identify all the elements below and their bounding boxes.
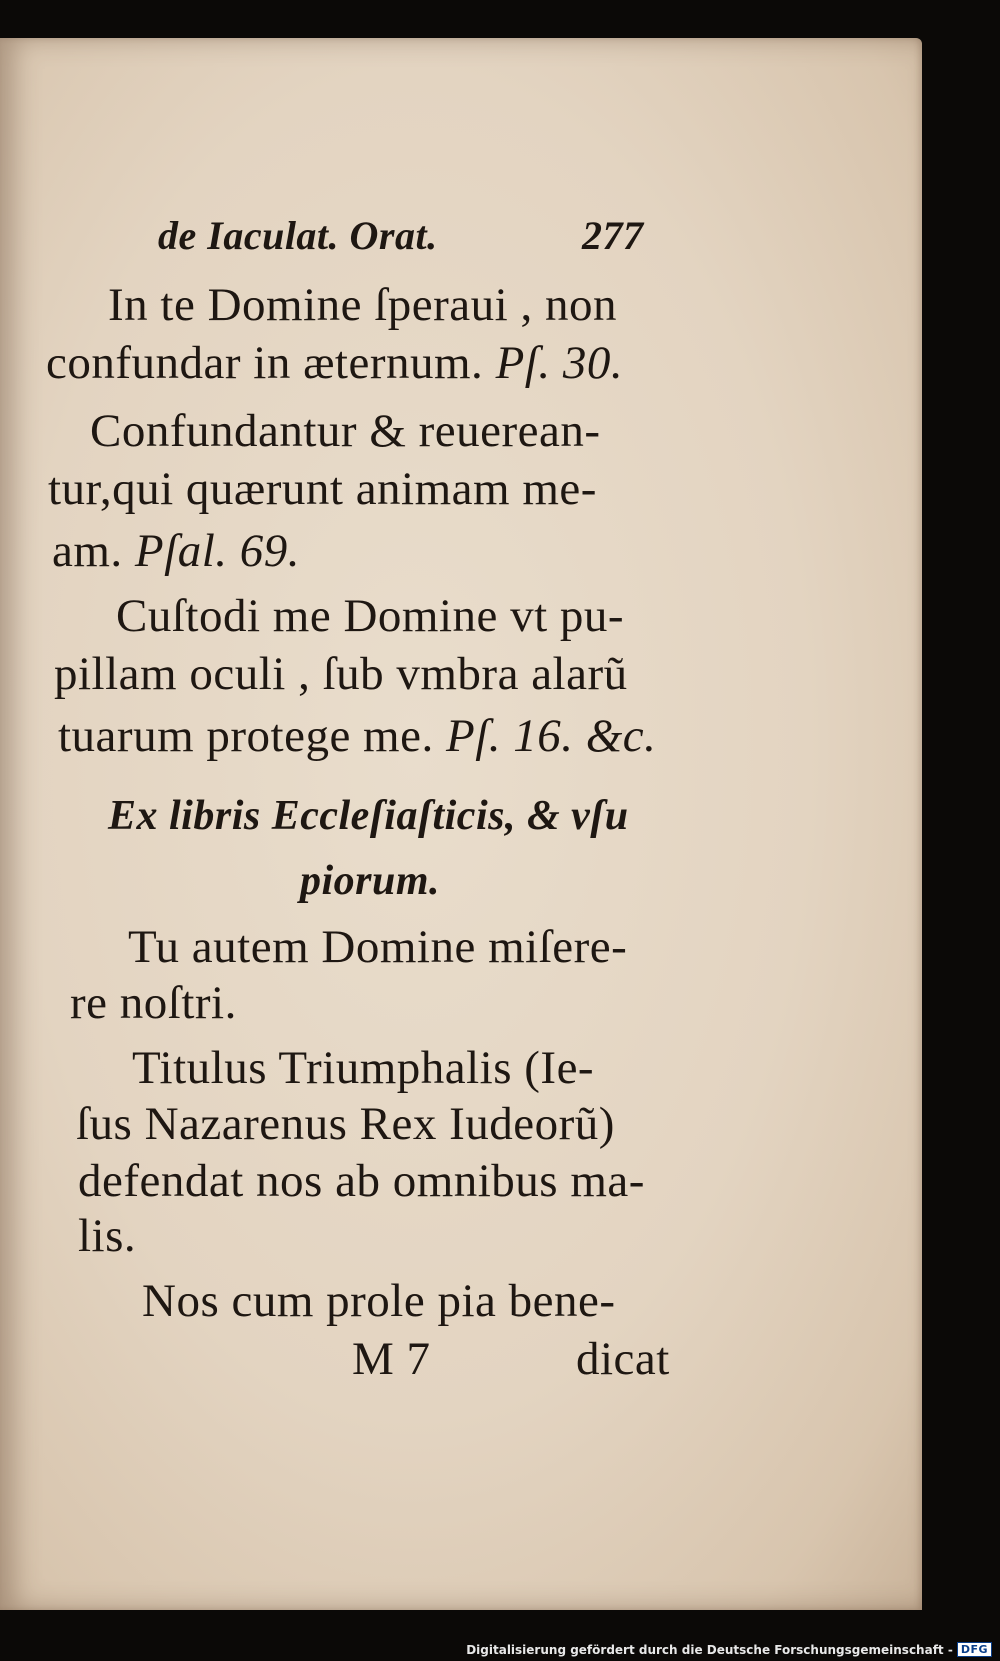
section-heading: Ex libris Eccleſiaſticis, & vſu: [108, 793, 629, 839]
text-segment: confundar in æternum.: [46, 337, 484, 389]
page-number: 277: [582, 213, 644, 258]
running-title: de Iaculat. Orat.: [158, 213, 438, 258]
book-page: [0, 38, 922, 1610]
scripture-reference: Pſ. 16. &c.: [445, 710, 657, 762]
section-heading-cont: piorum.: [300, 858, 441, 904]
text-line: re noſtri.: [70, 977, 237, 1029]
scripture-reference: Pſal. 69.: [134, 525, 300, 577]
footer-credit: Digitalisierung gefördert durch die Deutsche Forschungsgemeinschaft -: [466, 1642, 953, 1657]
text-segment: tuarum protege me.: [58, 710, 434, 762]
text-line: [58, 710, 657, 762]
text-line: Titulus Triumphalis (Ie-: [132, 1042, 595, 1094]
text-line: pillam oculi , ſub vmbra alarũ: [54, 648, 628, 700]
text-line: ſus Nazarenus Rex Iudeorũ): [76, 1098, 615, 1150]
signature-mark: M 7: [352, 1333, 431, 1385]
digitization-footer: [466, 1642, 992, 1657]
catchword: dicat: [576, 1333, 670, 1385]
scripture-reference: Pſ. 30.: [495, 337, 624, 389]
text-line: In te Domine ſperaui , non: [108, 279, 617, 331]
text-line: Cuſtodi me Domine vt pu-: [116, 590, 625, 642]
text-line: lis.: [78, 1210, 137, 1262]
text-line: tur,qui quærunt animam me-: [48, 463, 597, 515]
text-line: Nos cum prole pia bene-: [142, 1275, 616, 1327]
dfg-logo: DFG: [957, 1642, 992, 1657]
text-line: [52, 525, 300, 577]
text-line: Tu autem Domine miſere-: [128, 921, 628, 973]
text-line: defendat nos ab omnibus ma-: [78, 1155, 645, 1207]
text-line: [46, 337, 624, 389]
text-segment: am.: [52, 525, 123, 577]
text-line: Confundantur & reuerean-: [90, 405, 601, 457]
